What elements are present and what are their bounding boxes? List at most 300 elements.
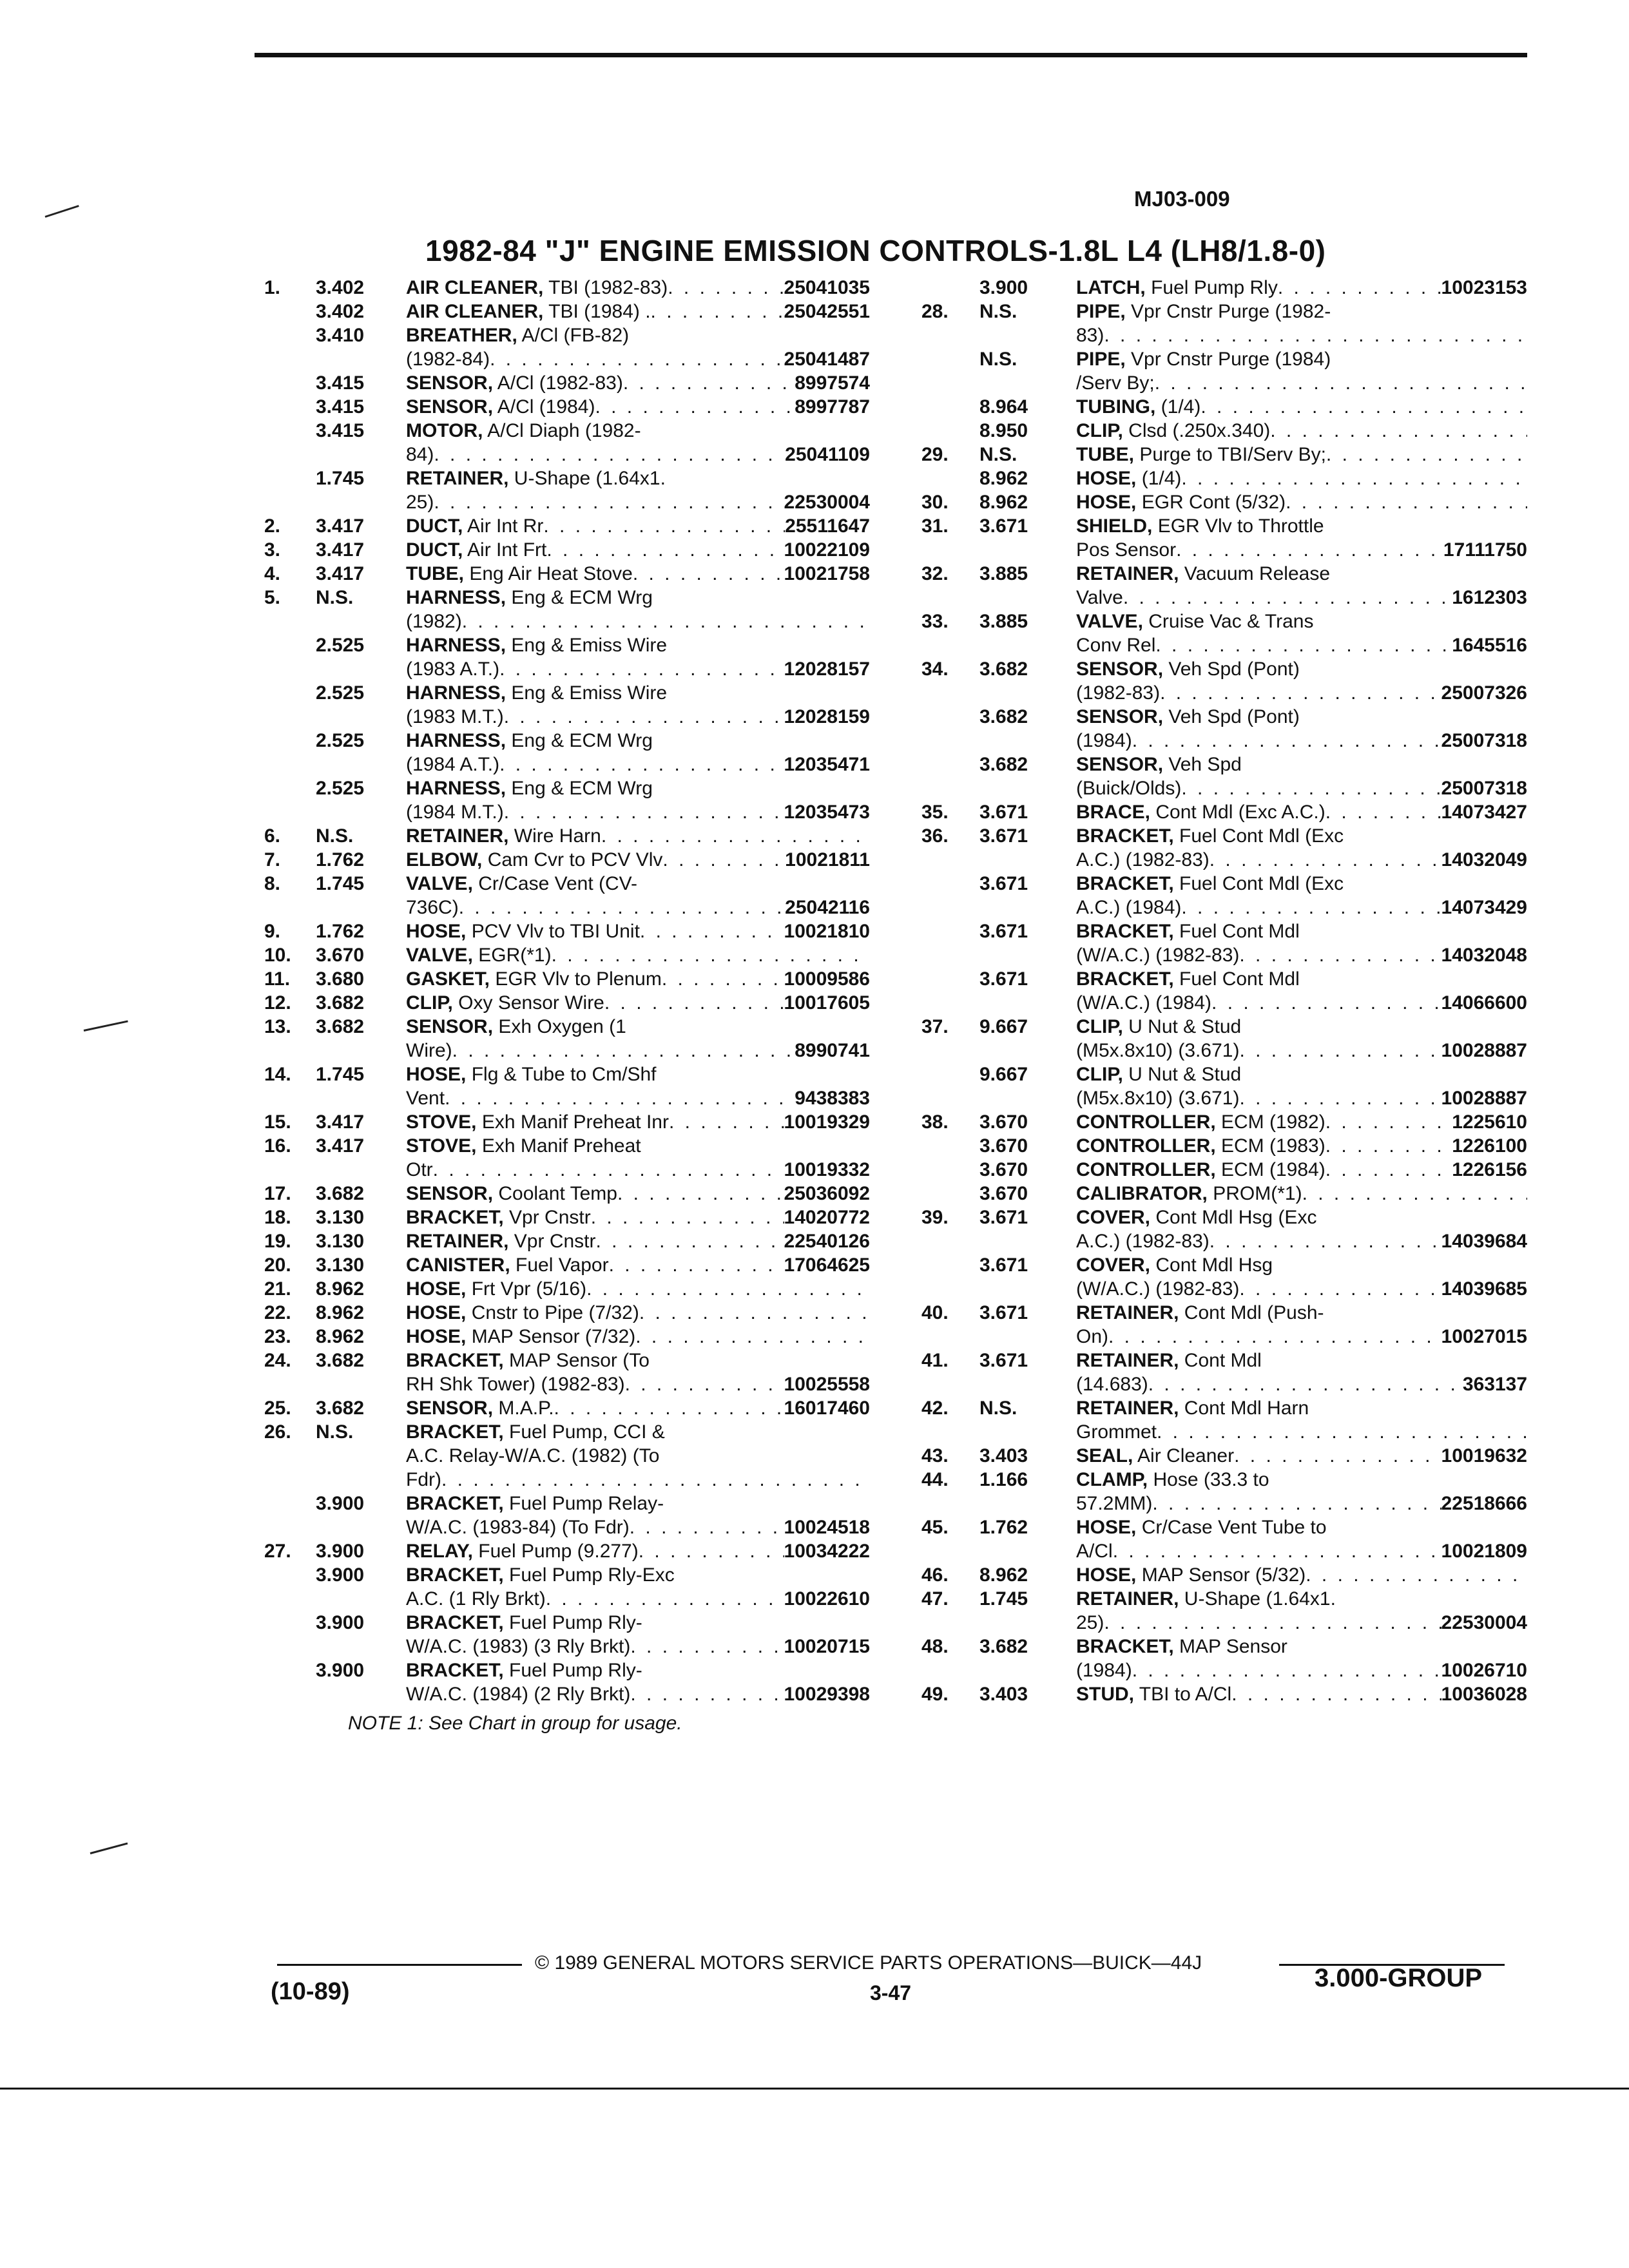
ref-number: 24. <box>264 1350 291 1371</box>
part-name: HOSE, <box>1076 1564 1137 1586</box>
leader-dots <box>623 371 795 395</box>
part-number: 10021811 <box>785 849 870 870</box>
leader-dots <box>668 276 784 300</box>
part-entry <box>251 395 870 419</box>
line-text <box>1076 1563 1306 1587</box>
part-detail: ECM (1982) <box>1221 1111 1325 1133</box>
part-detail: ECM (1984) <box>1221 1159 1325 1180</box>
part-description <box>1076 967 1527 1015</box>
left-parts-column <box>251 276 870 1735</box>
part-entry <box>251 371 870 395</box>
part-name: BREATHER, <box>406 325 517 346</box>
ref-number: 28. <box>921 301 949 322</box>
part-number: 17064625 <box>784 1254 870 1276</box>
line-text <box>1076 681 1160 705</box>
part-description <box>1076 490 1527 514</box>
ref-number: 8. <box>264 873 281 894</box>
line-text <box>1076 1039 1239 1062</box>
description-line <box>406 1086 870 1110</box>
part-entry <box>909 872 1527 919</box>
leader-dots <box>1155 633 1452 657</box>
part-detail: Conv Rel <box>1076 635 1156 656</box>
line-text <box>1076 1134 1325 1158</box>
group-number: 3.900 <box>316 1564 365 1586</box>
part-detail: Cam Cvr to PCV Vlv <box>487 849 663 870</box>
part-name: VALVE, <box>406 873 473 894</box>
line-text <box>1076 1444 1234 1468</box>
part-name: COVER, <box>1076 1207 1151 1228</box>
part-name: SENSOR, <box>406 396 494 418</box>
part-name: SEAL, <box>1076 1445 1133 1466</box>
line-text <box>406 1396 554 1420</box>
description-line <box>406 1158 870 1182</box>
group-number: 1.166 <box>979 1469 1028 1490</box>
copyright-line: © 1989 GENERAL MOTORS SERVICE PARTS OPERATIONS—BUICK—44J <box>535 1952 1202 1974</box>
leader-dots <box>1234 1444 1441 1468</box>
description-line <box>1076 1587 1527 1611</box>
part-detail: Air Cleaner <box>1137 1445 1235 1466</box>
description-line <box>1076 1086 1527 1110</box>
part-description <box>406 1134 870 1182</box>
part-detail: 84) <box>406 444 434 465</box>
description-line <box>1076 1229 1527 1253</box>
description-line <box>1076 371 1527 395</box>
ref-number <box>251 323 316 371</box>
description-line <box>406 1015 870 1039</box>
leader-dots <box>617 1182 784 1206</box>
part-name: TUBE, <box>1076 444 1134 465</box>
line-text <box>406 586 653 610</box>
line-text <box>1076 872 1344 896</box>
part-detail: Cont Mdl Hsg <box>1155 1254 1273 1276</box>
part-detail: A/Cl (FB-82) <box>521 325 630 346</box>
part-detail: 25) <box>1076 1612 1104 1633</box>
description-line <box>1076 300 1527 323</box>
leader-dots <box>1302 1182 1527 1206</box>
part-number: 10019329 <box>784 1111 870 1133</box>
part-detail: TBI (1982-83) <box>548 277 668 298</box>
part-number: 14020772 <box>784 1207 870 1228</box>
part-entry <box>909 1015 1527 1062</box>
part-name: RETAINER, <box>406 825 509 847</box>
line-text <box>1076 848 1210 872</box>
group-number: 3.417 <box>316 1135 365 1157</box>
part-entry <box>909 610 1527 657</box>
part-detail: Otr <box>406 1159 433 1180</box>
line-text <box>406 1468 441 1492</box>
part-description <box>406 1229 870 1253</box>
part-name: HOSE, <box>1076 1517 1137 1538</box>
part-detail: Vpr Cnstr Purge (1984) <box>1131 349 1331 370</box>
ref-number: 19. <box>264 1231 291 1252</box>
part-number: 14032048 <box>1441 945 1527 966</box>
ref-number <box>251 633 316 681</box>
description-line <box>406 1682 870 1706</box>
part-detail: Veh Spd <box>1168 754 1242 775</box>
group-number: 3.671 <box>979 1254 1028 1276</box>
leader-dots <box>1181 776 1441 800</box>
line-text <box>406 371 623 395</box>
part-detail: Veh Spd (Pont) <box>1168 658 1300 680</box>
description-line <box>1076 919 1527 943</box>
part-name: BRACKET, <box>406 1612 504 1633</box>
ref-number: 16. <box>264 1135 291 1157</box>
part-entry <box>909 919 1527 967</box>
leader-dots <box>1211 991 1441 1015</box>
leader-dots <box>1325 1134 1452 1158</box>
description-line <box>406 1325 870 1349</box>
part-description <box>1076 1134 1527 1158</box>
part-entry <box>909 1206 1527 1253</box>
group-number: N.S. <box>979 301 1017 322</box>
part-name: BRACKET, <box>1076 968 1174 990</box>
part-entry <box>251 1110 870 1134</box>
part-detail: U Nut & Stud <box>1128 1064 1242 1085</box>
part-description <box>406 919 870 943</box>
part-name: TUBING, <box>1076 396 1156 418</box>
part-name: PIPE, <box>1076 349 1126 370</box>
part-entry <box>251 681 870 729</box>
part-entry <box>251 967 870 991</box>
description-line <box>406 896 870 919</box>
part-name: SENSOR, <box>1076 706 1164 727</box>
part-detail: Fuel Pump Rly- <box>509 1612 642 1633</box>
line-text <box>406 943 552 967</box>
ref-number: 49. <box>921 1684 949 1705</box>
line-text <box>406 1444 659 1468</box>
description-line <box>406 967 870 991</box>
part-name: AIR CLEANER, <box>406 301 544 322</box>
part-number: 16017460 <box>784 1398 870 1419</box>
ref-number <box>909 705 979 753</box>
description-line <box>406 1563 870 1587</box>
line-text <box>406 395 595 419</box>
ref-number <box>251 1492 316 1539</box>
line-text <box>406 872 637 896</box>
part-detail: (1983 M.T.) <box>406 706 504 727</box>
group-number: N.S. <box>316 587 354 608</box>
line-text <box>1076 1349 1262 1372</box>
leader-dots <box>1270 419 1527 443</box>
line-text <box>406 1658 642 1682</box>
line-text <box>1076 1229 1210 1253</box>
part-description <box>1076 419 1527 443</box>
part-detail: (1984) <box>1076 1660 1132 1681</box>
part-entry <box>909 705 1527 753</box>
part-description <box>406 729 870 776</box>
part-description <box>1076 657 1527 705</box>
part-entry <box>251 1301 870 1325</box>
description-line <box>1076 1563 1527 1587</box>
description-line <box>406 633 870 657</box>
part-detail: Exh Oxygen (1 <box>498 1016 626 1037</box>
part-description <box>406 395 870 419</box>
leader-dots <box>1155 371 1527 395</box>
part-detail: Valve <box>1076 587 1123 608</box>
group-number: 3.682 <box>979 706 1028 727</box>
description-line <box>406 1229 870 1253</box>
leader-dots <box>635 1325 870 1349</box>
part-number: 10009586 <box>784 968 870 990</box>
line-text <box>1076 466 1181 490</box>
part-number: 10036028 <box>1441 1684 1527 1705</box>
part-detail: Fuel Cont Mdl (Exc <box>1179 825 1344 847</box>
description-line <box>1076 1182 1527 1206</box>
part-detail: Pos Sensor <box>1076 539 1177 561</box>
line-text <box>406 1325 635 1349</box>
leader-dots <box>459 896 785 919</box>
group-number: 1.745 <box>316 468 365 489</box>
group-number: 3.130 <box>316 1207 365 1228</box>
leader-dots <box>1286 490 1527 514</box>
part-entry <box>251 466 870 514</box>
line-text <box>406 1086 445 1110</box>
description-line <box>406 1206 870 1229</box>
part-name: RETAINER, <box>1076 1588 1179 1610</box>
part-number: 25511647 <box>785 515 870 537</box>
part-name: CLIP, <box>406 992 453 1014</box>
part-description <box>406 1539 870 1563</box>
leader-dots <box>604 991 784 1015</box>
part-detail: Fuel Pump Rly <box>1151 277 1278 298</box>
line-text <box>1076 347 1331 371</box>
part-detail: (1982-84) <box>406 349 490 370</box>
part-number: 10020715 <box>784 1636 870 1657</box>
part-detail: /Serv By; <box>1076 372 1155 394</box>
description-line <box>406 800 870 824</box>
description-line <box>406 705 870 729</box>
part-number: 1226100 <box>1452 1135 1527 1157</box>
part-description <box>1076 705 1527 753</box>
line-text <box>1076 371 1155 395</box>
ref-number <box>251 1563 316 1611</box>
part-name: BRACKET, <box>1076 873 1174 894</box>
part-description <box>1076 753 1527 800</box>
part-detail: (W/A.C.) (1984) <box>1076 992 1212 1014</box>
leader-dots <box>630 1635 784 1658</box>
part-name: BRACKET, <box>406 1660 504 1681</box>
part-name: BRACKET, <box>1076 1636 1174 1657</box>
ref-number: 11. <box>264 968 291 990</box>
part-description <box>406 323 870 371</box>
part-detail: Fdr) <box>406 1469 441 1490</box>
part-number: 12028157 <box>784 658 870 680</box>
part-name: HOSE, <box>1076 492 1137 513</box>
part-number: 10021809 <box>1441 1541 1527 1562</box>
description-line <box>1076 848 1527 872</box>
part-name: SENSOR, <box>1076 754 1164 775</box>
line-text <box>406 1539 639 1563</box>
description-line <box>1076 1015 1527 1039</box>
part-detail: MAP Sensor (5/32) <box>1141 1564 1306 1586</box>
part-number: 14032049 <box>1441 849 1527 870</box>
group-number: 8.962 <box>979 492 1028 513</box>
part-description <box>1076 1349 1527 1396</box>
line-text <box>1076 300 1331 323</box>
leader-dots <box>595 395 795 419</box>
description-line <box>406 1635 870 1658</box>
line-text <box>406 1015 626 1039</box>
margin-mark <box>90 1843 128 1854</box>
line-text <box>406 1372 625 1396</box>
group-number: 3.671 <box>979 921 1028 942</box>
description-line <box>406 1587 870 1611</box>
ref-number <box>251 729 316 776</box>
part-entry <box>909 347 1527 395</box>
group-number: 3.671 <box>979 873 1028 894</box>
description-line <box>406 1396 870 1420</box>
leader-dots <box>1181 896 1441 919</box>
part-name: PIPE, <box>1076 301 1126 322</box>
part-detail: ECM (1983) <box>1221 1135 1325 1157</box>
part-detail: PCV Vlv to TBI Unit <box>471 921 640 942</box>
group-number: 3.410 <box>316 325 365 346</box>
leader-dots <box>1239 1039 1441 1062</box>
part-entry <box>251 300 870 323</box>
part-description <box>406 1492 870 1539</box>
ref-number <box>251 1658 316 1706</box>
part-name: HARNESS, <box>406 730 506 751</box>
part-detail: Coolant Temp <box>498 1183 617 1204</box>
leader-dots <box>1325 800 1441 824</box>
ref-number: 44. <box>921 1469 949 1490</box>
leader-dots <box>1152 1492 1441 1515</box>
group-number: 3.682 <box>316 1183 365 1204</box>
ref-number <box>909 419 979 443</box>
part-detail: Frt Vpr (5/16) <box>471 1278 587 1300</box>
part-name: RETAINER, <box>1076 1398 1179 1419</box>
part-description <box>1076 347 1527 395</box>
part-name: TUBE, <box>406 563 464 584</box>
description-line <box>406 872 870 896</box>
ref-number: 41. <box>921 1350 949 1371</box>
part-detail: Cr/Case Vent (CV- <box>478 873 638 894</box>
description-line <box>1076 872 1527 896</box>
group-number: 8.962 <box>316 1326 365 1347</box>
part-detail: U-Shape (1.64x1. <box>514 468 666 489</box>
part-detail: Eng & Emiss Wire <box>511 635 668 656</box>
part-number: 10027015 <box>1441 1326 1527 1347</box>
part-detail: (1984) <box>1076 730 1132 751</box>
leader-dots <box>499 753 784 776</box>
part-description <box>1076 800 1527 824</box>
line-text <box>406 776 653 800</box>
part-entry <box>251 1563 870 1611</box>
ref-number <box>909 1062 979 1110</box>
description-line <box>1076 943 1527 967</box>
part-entry <box>909 657 1527 705</box>
description-line <box>1076 824 1527 848</box>
group-number: 3.885 <box>979 611 1028 632</box>
part-detail: MAP Sensor <box>1179 1636 1287 1657</box>
leader-dots <box>554 1396 784 1420</box>
part-entry <box>251 943 870 967</box>
part-description <box>1076 1182 1527 1206</box>
line-text <box>1076 514 1324 538</box>
part-description <box>1076 1158 1527 1182</box>
part-entry <box>909 1587 1527 1635</box>
group-number: 3.671 <box>979 1207 1028 1228</box>
line-text <box>406 800 504 824</box>
group-number: 2.525 <box>316 682 365 704</box>
line-text <box>406 919 640 943</box>
part-name: RETAINER, <box>1076 563 1179 584</box>
part-detail: PROM(*1) <box>1213 1183 1302 1204</box>
part-entry <box>909 1134 1527 1158</box>
line-text <box>406 1062 657 1086</box>
part-name: HARNESS, <box>406 778 506 799</box>
part-detail: (W/A.C.) (1982-83) <box>1076 1278 1240 1300</box>
group-number: 3.682 <box>316 1350 365 1371</box>
ref-number: 4. <box>264 563 281 584</box>
description-line <box>406 1658 870 1682</box>
part-detail: A.C.) (1982-83) <box>1076 1231 1210 1252</box>
line-text <box>1076 1468 1269 1492</box>
description-line <box>406 1349 870 1372</box>
line-text <box>406 824 601 848</box>
part-name: RETAINER, <box>406 1231 509 1252</box>
part-detail: Vpr Cnstr <box>514 1231 596 1252</box>
part-description <box>406 1563 870 1611</box>
group-number: 1.762 <box>316 921 365 942</box>
leader-dots <box>1231 1682 1441 1706</box>
description-line <box>406 419 870 443</box>
part-name: ELBOW, <box>406 849 483 870</box>
ref-number: 3. <box>264 539 281 561</box>
description-line <box>1076 1325 1527 1349</box>
part-detail: Cont Mdl <box>1184 1350 1262 1371</box>
part-entry <box>909 1110 1527 1134</box>
part-description <box>1076 562 1527 610</box>
line-text <box>1076 1396 1309 1420</box>
ref-number: 48. <box>921 1636 949 1657</box>
leader-dots <box>630 1515 784 1539</box>
description-line <box>1076 1658 1527 1682</box>
group-number: 3.670 <box>979 1159 1028 1180</box>
part-entry <box>909 419 1527 443</box>
part-detail: A/Cl Diaph (1982- <box>487 420 641 441</box>
part-number: 12035471 <box>784 754 870 775</box>
part-description <box>406 848 870 872</box>
ref-number <box>909 347 979 395</box>
part-detail: A/Cl (1982-83) <box>497 372 623 394</box>
part-name: BRACKET, <box>406 1421 504 1443</box>
part-description <box>406 276 870 300</box>
line-text <box>1076 1158 1325 1182</box>
line-text <box>406 490 434 514</box>
part-detail: On) <box>1076 1326 1109 1347</box>
part-entry <box>251 1134 870 1182</box>
group-label: 3.000-GROUP <box>1315 1964 1483 1992</box>
part-detail: U-Shape (1.64x1. <box>1184 1588 1336 1610</box>
part-name: BRACKET, <box>406 1350 504 1371</box>
part-description <box>406 538 870 562</box>
group-number: 1.762 <box>316 849 365 870</box>
part-number: 25042551 <box>784 301 870 322</box>
part-name: HOSE, <box>1076 468 1137 489</box>
part-description <box>1076 1110 1527 1134</box>
part-detail: EGR Cont (5/32) <box>1141 492 1286 513</box>
part-description <box>406 1110 870 1134</box>
part-detail: Cont Mdl (Exc A.C.) <box>1155 802 1325 823</box>
part-name: BRACKET, <box>406 1207 504 1228</box>
group-number: 1.745 <box>316 873 365 894</box>
part-entry <box>251 419 870 466</box>
description-line <box>1076 562 1527 586</box>
part-name: HOSE, <box>406 1326 467 1347</box>
line-text <box>1076 753 1242 776</box>
part-description <box>1076 1396 1527 1444</box>
